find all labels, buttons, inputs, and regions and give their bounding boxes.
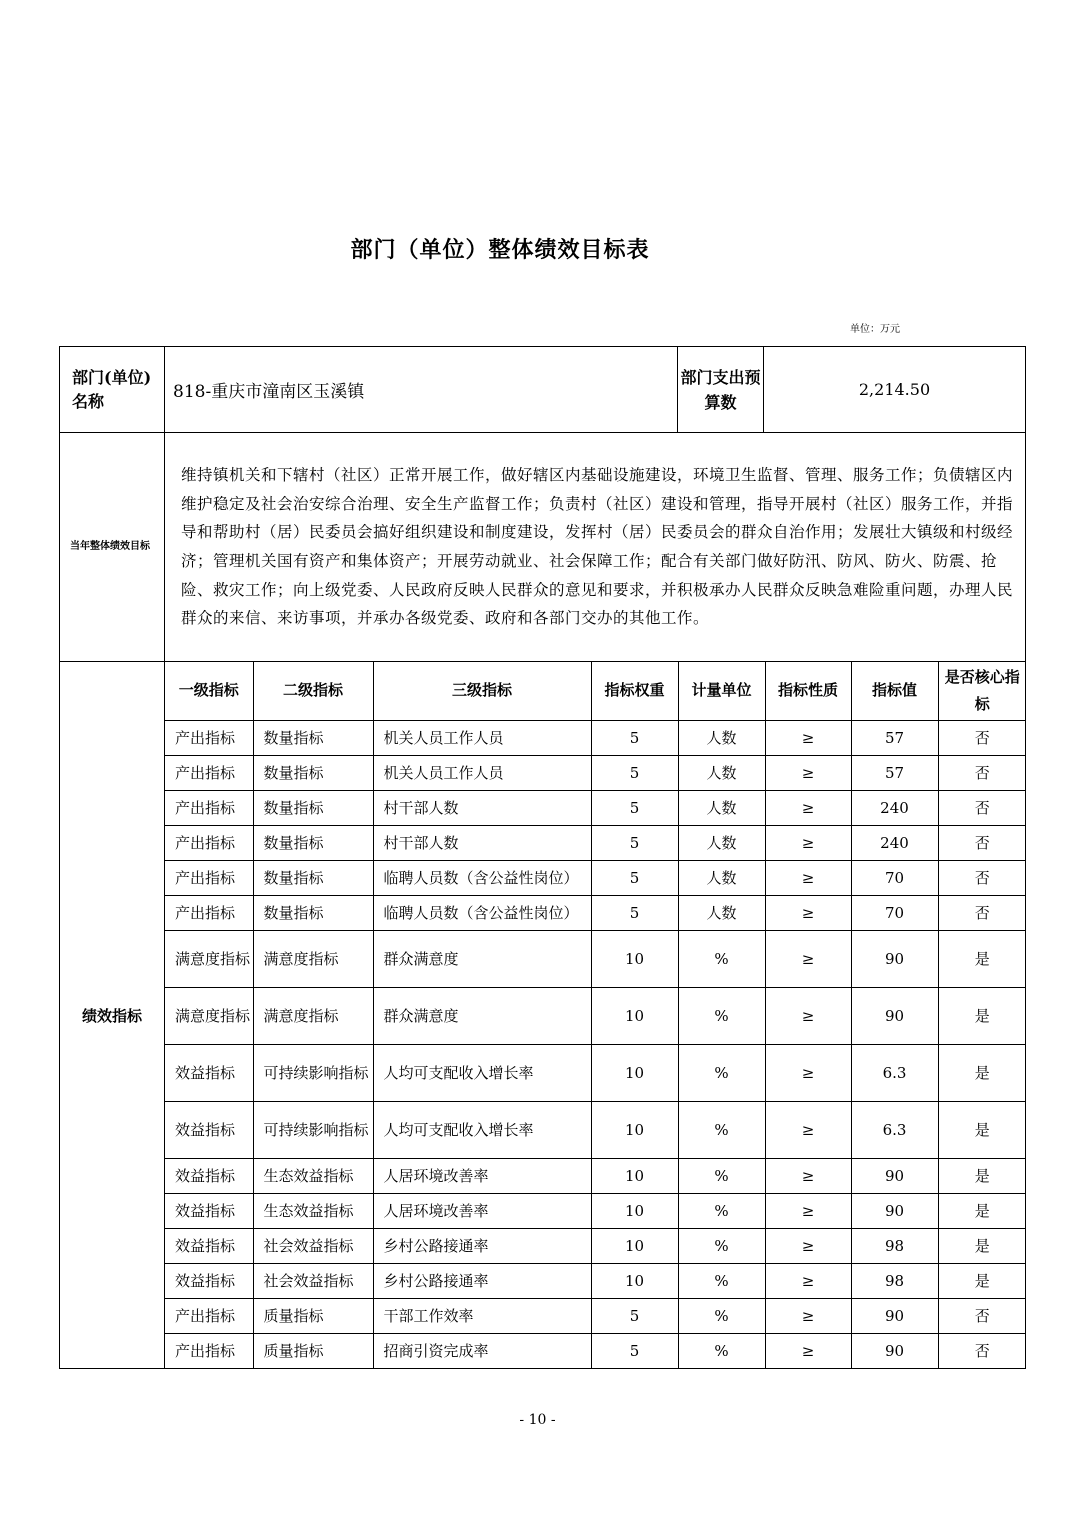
cell-unit: 人数 <box>678 825 765 860</box>
cell-level1: 效益指标 <box>165 1228 253 1263</box>
cell-level2: 满意度指标 <box>253 930 373 987</box>
table-row <box>165 1263 1026 1298</box>
cell-level1: 产出指标 <box>165 1333 253 1368</box>
cell-level2: 数量指标 <box>253 755 373 790</box>
table-row <box>165 755 1026 790</box>
cell-nature: ≥ <box>765 1044 851 1101</box>
table-row <box>165 1158 1026 1193</box>
cell-unit: % <box>678 1263 765 1298</box>
unit-note: 单位：万元 <box>850 324 900 335</box>
cell-core: 否 <box>938 1298 1026 1333</box>
cell-value: 70 <box>851 895 938 930</box>
cell-level2: 质量指标 <box>253 1333 373 1368</box>
cell-level3: 乡村公路接通率 <box>373 1228 591 1263</box>
cell-level3: 村干部人数 <box>373 790 591 825</box>
cell-nature: ≥ <box>765 1228 851 1263</box>
cell-level1: 产出指标 <box>165 755 253 790</box>
perf-row <box>60 662 1026 1369</box>
cell-nature: ≥ <box>765 1333 851 1368</box>
perf-label: 绩效指标 <box>60 662 165 1369</box>
cell-core: 否 <box>938 860 1026 895</box>
cell-level3: 群众满意度 <box>373 987 591 1044</box>
page-number: - 10 - <box>519 1412 556 1428</box>
cell-level1: 产出指标 <box>165 1298 253 1333</box>
table-row <box>165 720 1026 755</box>
cell-level1: 产出指标 <box>165 825 253 860</box>
cell-level2: 数量指标 <box>253 825 373 860</box>
cell-core: 是 <box>938 987 1026 1044</box>
cell-level3: 村干部人数 <box>373 825 591 860</box>
cell-value: 90 <box>851 1298 938 1333</box>
cell-level1: 产出指标 <box>165 720 253 755</box>
cell-nature: ≥ <box>765 1193 851 1228</box>
cell-weight: 10 <box>591 987 678 1044</box>
cell-core: 是 <box>938 1193 1026 1228</box>
cell-level3: 干部工作效率 <box>373 1298 591 1333</box>
cell-level2: 数量指标 <box>253 895 373 930</box>
cell-unit: % <box>678 1228 765 1263</box>
cell-weight: 10 <box>591 1158 678 1193</box>
header-nature: 指标性质 <box>765 662 851 720</box>
header-level2: 二级指标 <box>253 662 373 720</box>
cell-weight: 5 <box>591 860 678 895</box>
performance-target-table <box>59 346 1026 1369</box>
cell-weight: 10 <box>591 1228 678 1263</box>
cell-value: 6.3 <box>851 1101 938 1158</box>
cell-level1: 产出指标 <box>165 860 253 895</box>
dept-row <box>60 347 1026 433</box>
table-row <box>165 1333 1026 1368</box>
cell-level2: 数量指标 <box>253 790 373 825</box>
cell-nature: ≥ <box>765 755 851 790</box>
cell-level1: 效益指标 <box>165 1101 253 1158</box>
cell-level3: 群众满意度 <box>373 930 591 987</box>
cell-nature: ≥ <box>765 790 851 825</box>
cell-level3: 机关人员工作人员 <box>373 755 591 790</box>
cell-nature: ≥ <box>765 1298 851 1333</box>
cell-nature: ≥ <box>765 895 851 930</box>
cell-level2: 质量指标 <box>253 1298 373 1333</box>
cell-weight: 10 <box>591 1193 678 1228</box>
cell-core: 否 <box>938 895 1026 930</box>
cell-value: 240 <box>851 790 938 825</box>
goal-text: 维持镇机关和下辖村（社区）正常开展工作，做好辖区内基础设施建设，环境卫生监督、管理、服务工作；负债辖区内维护稳定及社会治安综合治理、安全生产监督工作；负责村（社区）建设和管理，指导开展村（社区）服务工作，并指导和帮助村（居）民委员会搞好组织建设和制度建设，发挥村（居）民委员会的群众自治作用；发展壮大镇级和村级经济；管理机关国有资产和集体资产；开展劳动就业、社会保障工作；配合有关部门做好防汛、防风、防火、防震、抢险、救灾工作；向上级党委、人民政府反映人民群众的意见和要求，并积极承办人民群众反映急难险重问题，办理人民群众的来信、来访事项，并承办各级党委、政府和各部门交办的其他工作。 <box>165 433 1026 662</box>
header-level3: 三级指标 <box>373 662 591 720</box>
goal-row <box>60 433 1026 662</box>
cell-level2: 社会效益指标 <box>253 1228 373 1263</box>
cell-unit: % <box>678 930 765 987</box>
cell-core: 是 <box>938 930 1026 987</box>
cell-level3: 人居环境改善率 <box>373 1193 591 1228</box>
cell-level2: 生态效益指标 <box>253 1158 373 1193</box>
cell-nature: ≥ <box>765 987 851 1044</box>
cell-core: 是 <box>938 1228 1026 1263</box>
cell-core: 是 <box>938 1158 1026 1193</box>
cell-level2: 可持续影响指标 <box>253 1101 373 1158</box>
cell-nature: ≥ <box>765 860 851 895</box>
cell-level3: 临聘人员数（含公益性岗位） <box>373 895 591 930</box>
cell-value: 90 <box>851 1193 938 1228</box>
cell-core: 否 <box>938 720 1026 755</box>
cell-level1: 效益指标 <box>165 1193 253 1228</box>
cell-weight: 5 <box>591 825 678 860</box>
cell-nature: ≥ <box>765 1101 851 1158</box>
cell-level1: 效益指标 <box>165 1263 253 1298</box>
cell-core: 否 <box>938 825 1026 860</box>
cell-level3: 临聘人员数（含公益性岗位） <box>373 860 591 895</box>
cell-level2: 满意度指标 <box>253 987 373 1044</box>
cell-value: 90 <box>851 930 938 987</box>
cell-level3: 人居环境改善率 <box>373 1158 591 1193</box>
cell-weight: 5 <box>591 1298 678 1333</box>
cell-value: 6.3 <box>851 1044 938 1101</box>
cell-value: 98 <box>851 1263 938 1298</box>
table-row <box>165 987 1026 1044</box>
cell-weight: 5 <box>591 895 678 930</box>
cell-core: 是 <box>938 1044 1026 1101</box>
cell-level2: 数量指标 <box>253 720 373 755</box>
cell-value: 240 <box>851 825 938 860</box>
cell-weight: 10 <box>591 1263 678 1298</box>
goal-label: 当年整体绩效目标 <box>60 433 165 662</box>
cell-value: 98 <box>851 1228 938 1263</box>
cell-value: 57 <box>851 755 938 790</box>
header-core: 是否核心指标 <box>938 662 1026 720</box>
indicator-cell <box>165 662 1026 1369</box>
cell-level1: 满意度指标 <box>165 930 253 987</box>
cell-core: 是 <box>938 1101 1026 1158</box>
cell-level1: 满意度指标 <box>165 987 253 1044</box>
header-value: 指标值 <box>851 662 938 720</box>
cell-weight: 5 <box>591 720 678 755</box>
table-row <box>165 1298 1026 1333</box>
cell-level3: 人均可支配收入增长率 <box>373 1044 591 1101</box>
cell-unit: 人数 <box>678 790 765 825</box>
indicator-header-row <box>165 662 1026 720</box>
cell-nature: ≥ <box>765 825 851 860</box>
cell-value: 57 <box>851 720 938 755</box>
cell-level3: 机关人员工作人员 <box>373 720 591 755</box>
table-row <box>165 790 1026 825</box>
cell-level2: 社会效益指标 <box>253 1263 373 1298</box>
cell-weight: 5 <box>591 1333 678 1368</box>
cell-nature: ≥ <box>765 720 851 755</box>
cell-value: 70 <box>851 860 938 895</box>
cell-nature: ≥ <box>765 930 851 987</box>
budget-label: 部门支出预算数 <box>678 347 764 433</box>
cell-weight: 5 <box>591 790 678 825</box>
cell-level3: 乡村公路接通率 <box>373 1263 591 1298</box>
cell-level2: 数量指标 <box>253 860 373 895</box>
cell-core: 否 <box>938 1333 1026 1368</box>
cell-level3: 人均可支配收入增长率 <box>373 1101 591 1158</box>
cell-unit: 人数 <box>678 720 765 755</box>
cell-level1: 效益指标 <box>165 1158 253 1193</box>
cell-weight: 10 <box>591 1044 678 1101</box>
table-row <box>165 930 1026 987</box>
dept-name: 818-重庆市潼南区玉溪镇 <box>165 347 678 433</box>
cell-level1: 产出指标 <box>165 790 253 825</box>
page-title: 部门（单位）整体绩效目标表 <box>350 237 650 263</box>
cell-weight: 10 <box>591 930 678 987</box>
table-row <box>165 1228 1026 1263</box>
cell-unit: % <box>678 987 765 1044</box>
table-row <box>165 1193 1026 1228</box>
cell-value: 90 <box>851 1333 938 1368</box>
cell-core: 否 <box>938 790 1026 825</box>
cell-level2: 可持续影响指标 <box>253 1044 373 1101</box>
cell-unit: % <box>678 1101 765 1158</box>
dept-label: 部门(单位)名称 <box>60 347 165 433</box>
cell-core: 否 <box>938 755 1026 790</box>
cell-level2: 生态效益指标 <box>253 1193 373 1228</box>
cell-unit: % <box>678 1333 765 1368</box>
header-weight: 指标权重 <box>591 662 678 720</box>
cell-unit: % <box>678 1193 765 1228</box>
cell-value: 90 <box>851 987 938 1044</box>
cell-level1: 产出指标 <box>165 895 253 930</box>
table-row <box>165 895 1026 930</box>
cell-unit: 人数 <box>678 755 765 790</box>
indicator-table <box>165 662 1026 1368</box>
table-row <box>165 1044 1026 1101</box>
cell-unit: % <box>678 1298 765 1333</box>
budget-value: 2,214.50 <box>764 347 1026 433</box>
cell-level3: 招商引资完成率 <box>373 1333 591 1368</box>
table-row <box>165 860 1026 895</box>
cell-unit: % <box>678 1044 765 1101</box>
cell-nature: ≥ <box>765 1158 851 1193</box>
table-row <box>165 1101 1026 1158</box>
cell-unit: 人数 <box>678 895 765 930</box>
cell-value: 90 <box>851 1158 938 1193</box>
cell-weight: 5 <box>591 755 678 790</box>
cell-nature: ≥ <box>765 1263 851 1298</box>
cell-core: 是 <box>938 1263 1026 1298</box>
header-unit: 计量单位 <box>678 662 765 720</box>
cell-level1: 效益指标 <box>165 1044 253 1101</box>
cell-weight: 10 <box>591 1101 678 1158</box>
table-row <box>165 825 1026 860</box>
cell-unit: 人数 <box>678 860 765 895</box>
cell-unit: % <box>678 1158 765 1193</box>
header-level1: 一级指标 <box>165 662 253 720</box>
